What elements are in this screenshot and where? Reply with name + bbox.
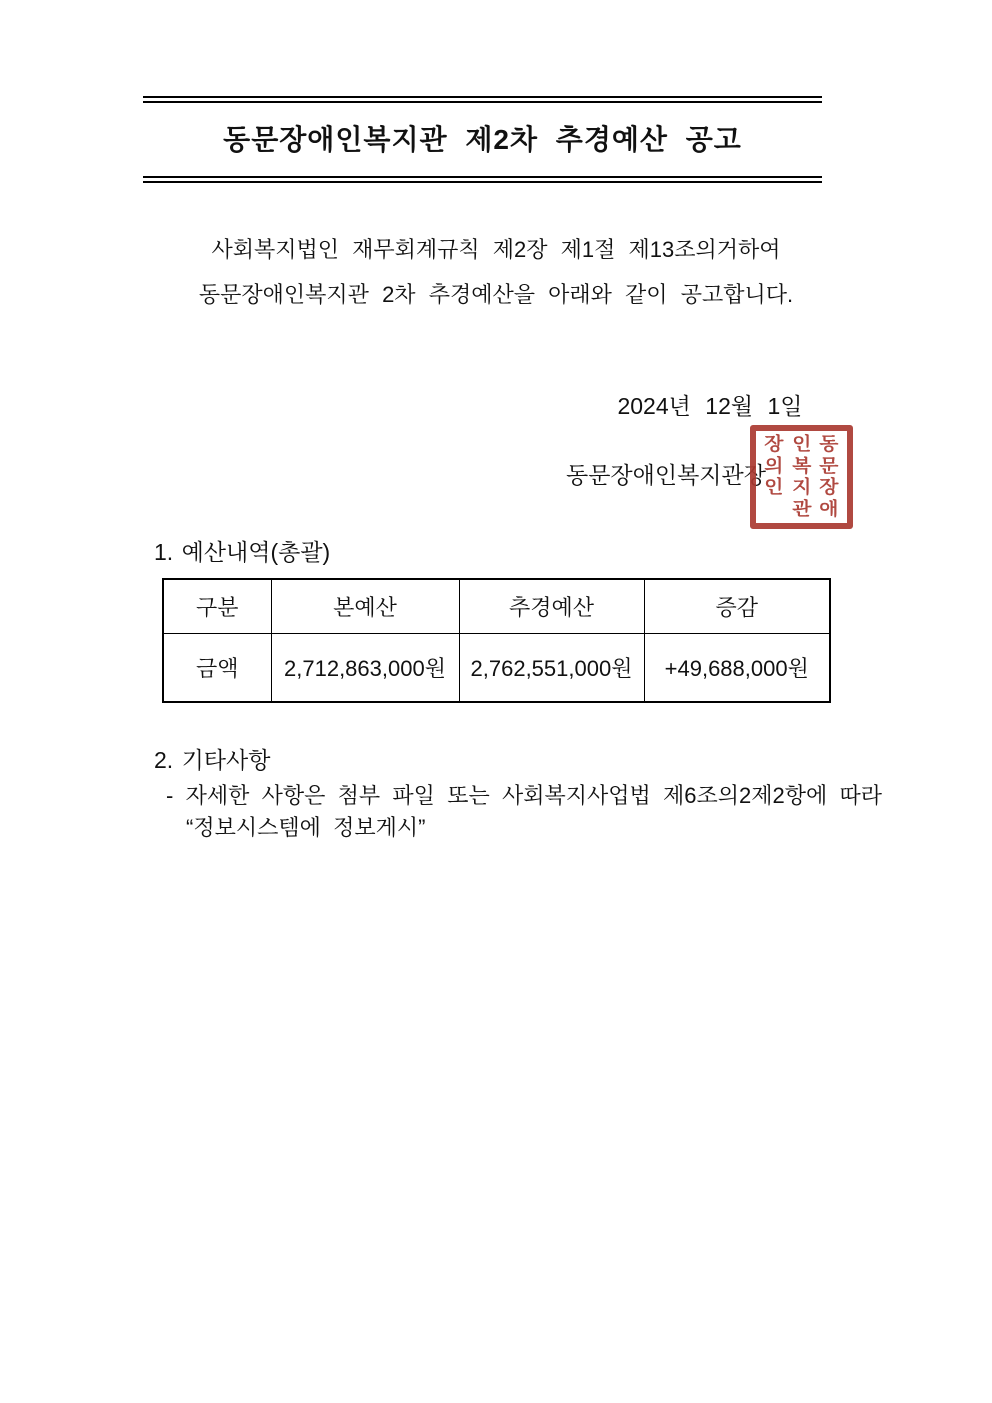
intro-line-1: 사회복지법인 재무회계규칙 제2장 제1절 제13조의거하여 (211, 237, 781, 262)
intro-line-2: 동문장애인복지관 2차 추경예산을 아래와 같이 공고합니다. (198, 282, 794, 307)
header-category: 구분 (163, 579, 271, 634)
document-date: 2024년 12월 1일 (617, 393, 803, 419)
title-bottom-double-rule (143, 176, 822, 183)
section1-heading: 1. 예산내역(총괄) (154, 539, 331, 565)
section2-note-line-2: “정보시스템에 정보게시” (186, 815, 426, 840)
header-supplementary-budget: 추경예산 (459, 579, 644, 634)
signer-name: 동문장애인복지관장 (566, 462, 766, 488)
table-row (163, 634, 830, 703)
budget-summary-table (162, 578, 831, 703)
intro-paragraph (100, 227, 892, 317)
cell-supplementary-budget: 2,762,551,000원 (459, 634, 644, 703)
cell-row-label: 금액 (163, 634, 271, 703)
cell-change: +49,688,000원 (644, 634, 830, 703)
section2-note-line-1: - 자세한 사항은 첨부 파일 또는 사회복지사업법 제6조의2제2항에 따라 (166, 783, 883, 808)
table-header-row (163, 579, 830, 634)
official-seal-stamp-icon (750, 425, 853, 529)
header-original-budget: 본예산 (271, 579, 459, 634)
seal-column-left: 장 의 인 (764, 434, 784, 498)
header-change: 증감 (644, 579, 830, 634)
cell-original-budget: 2,712,863,000원 (271, 634, 459, 703)
seal-column-middle: 인 복 지 관 (791, 434, 812, 519)
title-top-double-rule (143, 96, 822, 103)
page-title: 동문장애인복지관 제2차 추경예산 공고 (223, 124, 742, 155)
seal-column-right: 동 문 장 애 (819, 434, 839, 519)
section2-heading: 2. 기타사항 (154, 747, 271, 773)
